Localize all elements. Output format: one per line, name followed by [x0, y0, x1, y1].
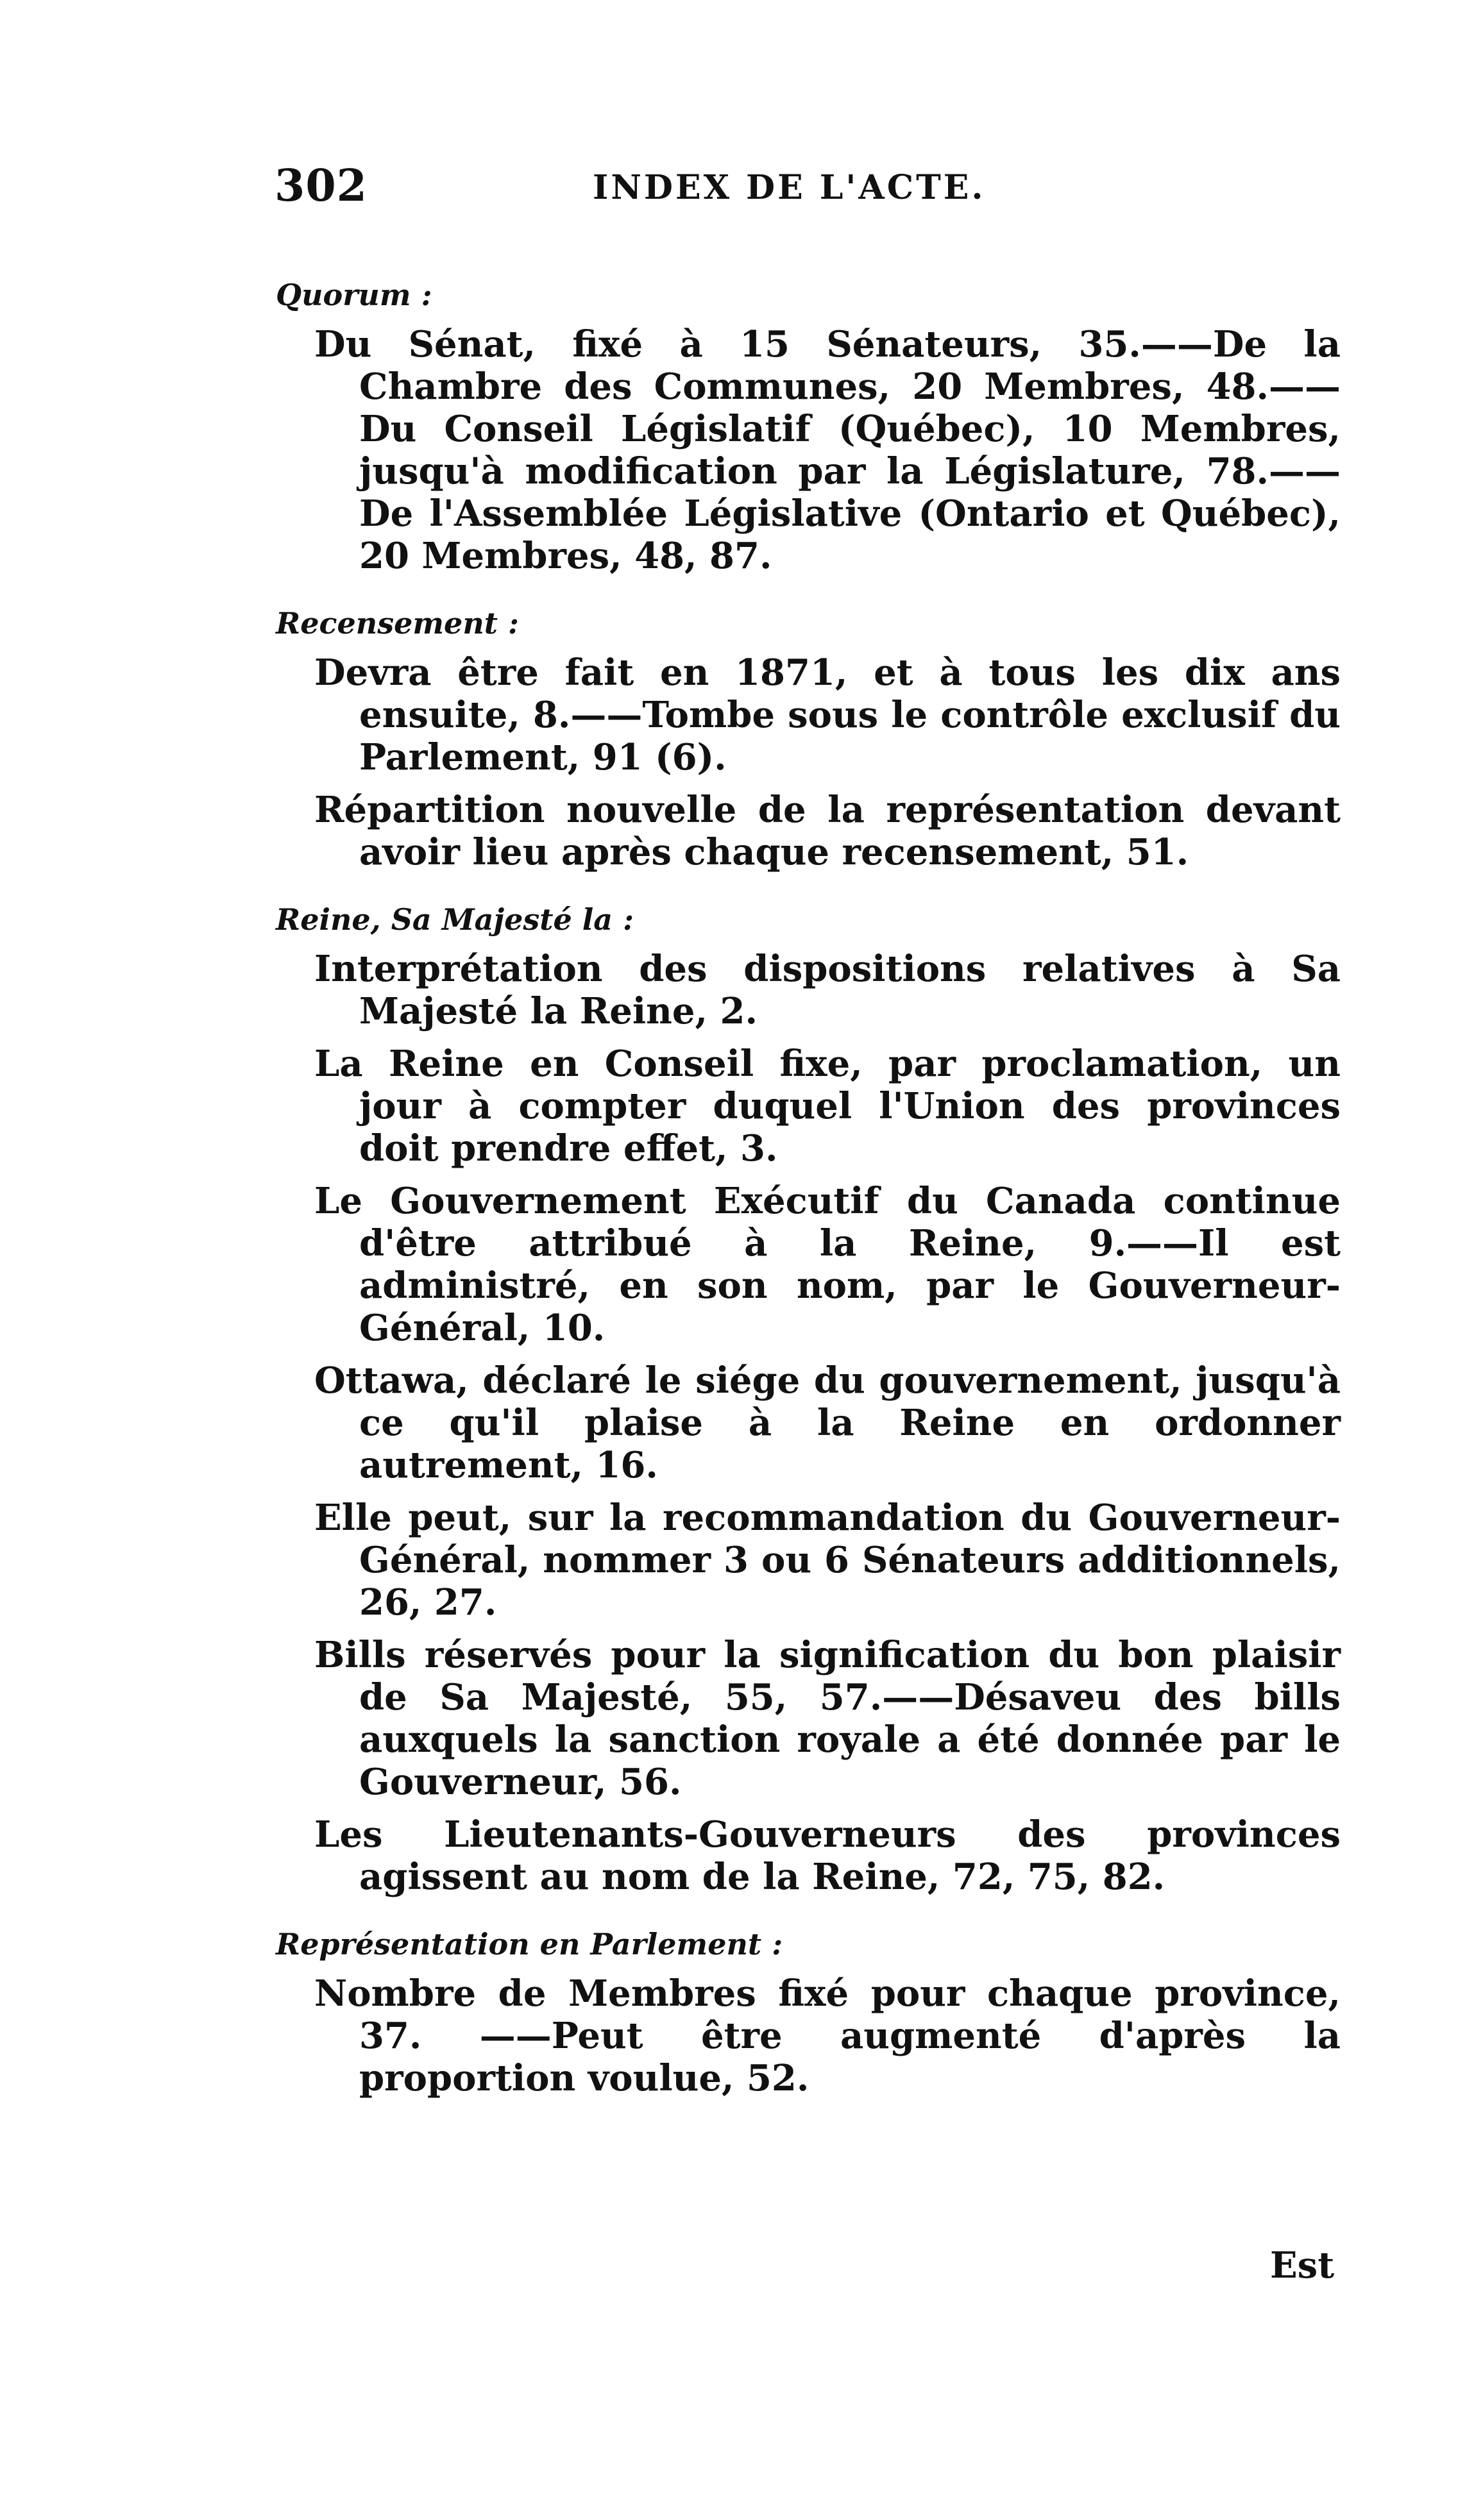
index-entry: Les Lieutenants-Gouverneurs des provinces agissent au nom de la Reine, 72, 75, 82.	[314, 1813, 1341, 1898]
index-entry: Interprétation des dispositions relatives à Sa Majesté la Reine, 2.	[314, 948, 1341, 1032]
index-entry: Nombre de Membres fixé pour chaque province, 37. ——Peut être augmenté d'après la proportion voulue, 52.	[314, 1972, 1341, 2099]
index-entry: Le Gouvernement Exécutif du Canada continue d'être attribué à la Reine, 9.——Il est administré, en son nom, par le Gouverneur-Général, 10.	[314, 1180, 1341, 1349]
index-entry: Du Sénat, fixé à 15 Sénateurs, 35.——De la Chambre des Communes, 20 Membres, 48.——Du Conseil Législatif (Québec), 10 Membres, jusqu'à modification par la Législature, 78.——De l'Assemblée Législative (Ontario et Québec), 20 Membres, 48, 87.	[314, 323, 1341, 577]
page-header	[275, 160, 1352, 218]
page-number: 302	[275, 160, 368, 212]
section-heading: Représentation en Parlement :	[276, 1927, 783, 1961]
index-section-representation	[276, 1925, 1341, 2099]
index-entry: Ottawa, déclaré le siége du gouvernement, jusqu'à ce qu'il plaise à la Reine en ordonner autrement, 16.	[314, 1359, 1341, 1486]
index-entry: Devra être fait en 1871, et à tous les dix ans ensuite, 8.——Tombe sous le contrôle exclusif du Parlement, 91 (6).	[314, 651, 1341, 778]
index-entry: Elle peut, sur la recommandation du Gouverneur-Général, nommer 3 ou 6 Sénateurs additionnels, 26, 27.	[314, 1497, 1341, 1624]
catchword: Est	[1270, 2244, 1335, 2287]
section-heading: Reine, Sa Majesté la :	[276, 902, 634, 937]
index-entry: La Reine en Conseil fixe, par proclamation, un jour à compter duquel l'Union des provinces doit prendre effet, 3.	[314, 1043, 1341, 1170]
index-entry: Bills réservés pour la signification du bon plaisir de Sa Majesté, 55, 57.——Désaveu des bills auxquels la sanction royale a été donnée par le Gouverneur, 56.	[314, 1634, 1341, 1803]
section-heading: Quorum :	[276, 278, 432, 312]
index-content	[276, 276, 1341, 2126]
index-section-reine	[276, 900, 1341, 1898]
section-heading: Recensement :	[276, 606, 520, 641]
index-section-recensement	[276, 604, 1341, 873]
index-entry: Répartition nouvelle de la représentation devant avoir lieu après chaque recensement, 51.	[314, 789, 1341, 873]
index-section-quorum	[276, 276, 1341, 577]
running-title: INDEX DE L'ACTE.	[593, 168, 986, 207]
